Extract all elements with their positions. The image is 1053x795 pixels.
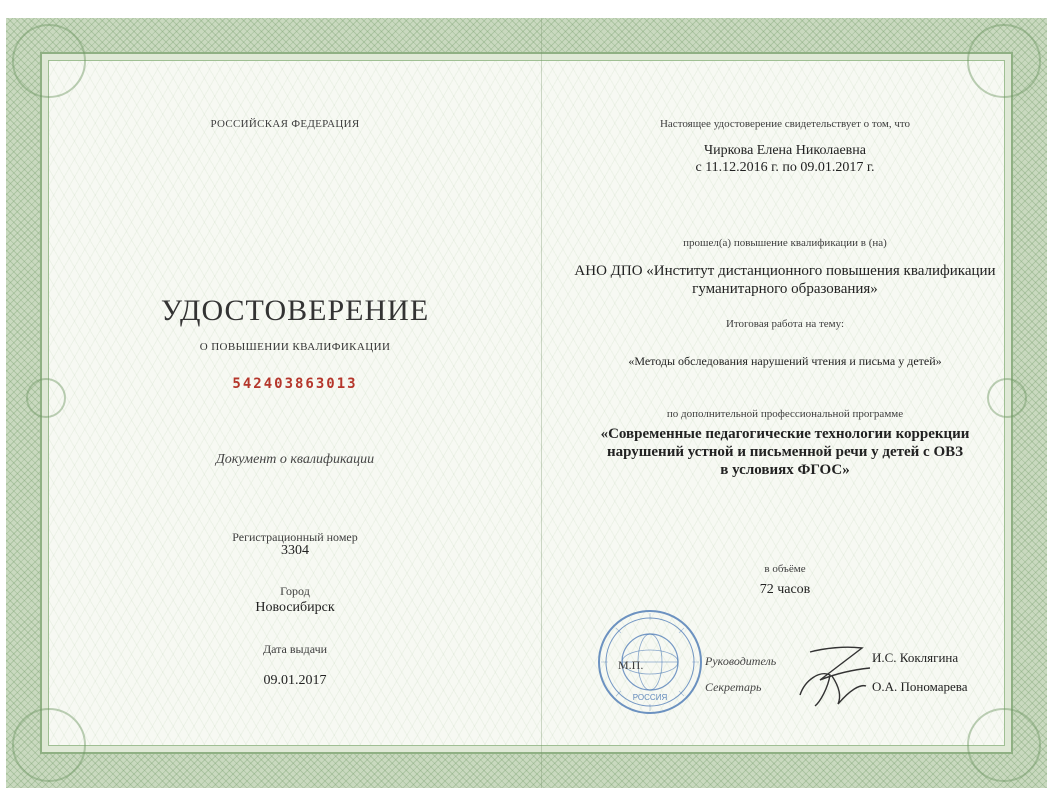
topic-label: Итоговая работа на тему: xyxy=(725,318,845,330)
study-period: с 11.12.2016 г. по 09.01.2017 г. xyxy=(695,160,875,175)
organization-line-2: гуманитарного образования» xyxy=(692,281,878,297)
program-line-1: «Современные педагогические технологии коррекции xyxy=(600,426,970,442)
page-fold xyxy=(541,18,542,788)
ornament-left-middle xyxy=(26,378,66,418)
stamp-text: РОССИЯ xyxy=(632,693,668,702)
organization-line-1: АНО ДПО «Институт дистанционного повышения квалификации xyxy=(574,263,996,279)
issue-date-value: 09.01.2017 xyxy=(263,673,327,688)
ornament-bottom-right xyxy=(967,708,1041,782)
final-work-topic: «Методы обследования нарушений чтения и письма у детей» xyxy=(628,354,942,368)
ornament-bottom-left xyxy=(12,708,86,782)
program-line-2: нарушений устной и письменной речи у детей с ОВЗ xyxy=(606,444,964,460)
city-label: Город xyxy=(280,584,310,598)
secretary-name: О.А. Пономарева xyxy=(872,679,968,694)
holder-name: Чиркова Елена Николаевна xyxy=(703,143,867,158)
volume-value: 72 часов xyxy=(759,582,811,597)
registration-label: Регистрационный номер xyxy=(232,530,358,544)
ornament-top-right xyxy=(967,24,1041,98)
volume-label: в объёме xyxy=(764,563,806,575)
head-label: Руководитель xyxy=(705,654,777,668)
city-value: Новосибирск xyxy=(255,600,335,615)
secretary-label: Секретарь xyxy=(705,680,762,694)
seal-place-label: М.П. xyxy=(618,658,644,672)
document-title: УДОСТОВЕРЕНИЕ xyxy=(160,294,430,327)
organization-stamp xyxy=(596,608,704,716)
intro-text: Настоящее удостоверение свидетельствует о том, что xyxy=(659,118,911,130)
program-label: по дополнительной профессиональной программе xyxy=(666,408,904,420)
serial-number: 542403863013 xyxy=(232,376,358,392)
country-label: РОССИЙСКАЯ ФЕДЕРАЦИЯ xyxy=(210,118,360,130)
head-name: И.С. Коклягина xyxy=(872,650,959,665)
issue-date-label: Дата выдачи xyxy=(262,642,328,656)
passed-text: прошел(а) повышение квалификации в (на) xyxy=(683,237,887,249)
document-type: Документ о квалификации xyxy=(215,452,375,467)
program-line-3: в условиях ФГОС» xyxy=(720,462,850,478)
handwritten-signature xyxy=(790,640,880,710)
registration-number: 3304 xyxy=(281,543,309,558)
ornament-top-left xyxy=(12,24,86,98)
document-subtitle: О ПОВЫШЕНИИ КВАЛИФИКАЦИИ xyxy=(199,341,391,353)
